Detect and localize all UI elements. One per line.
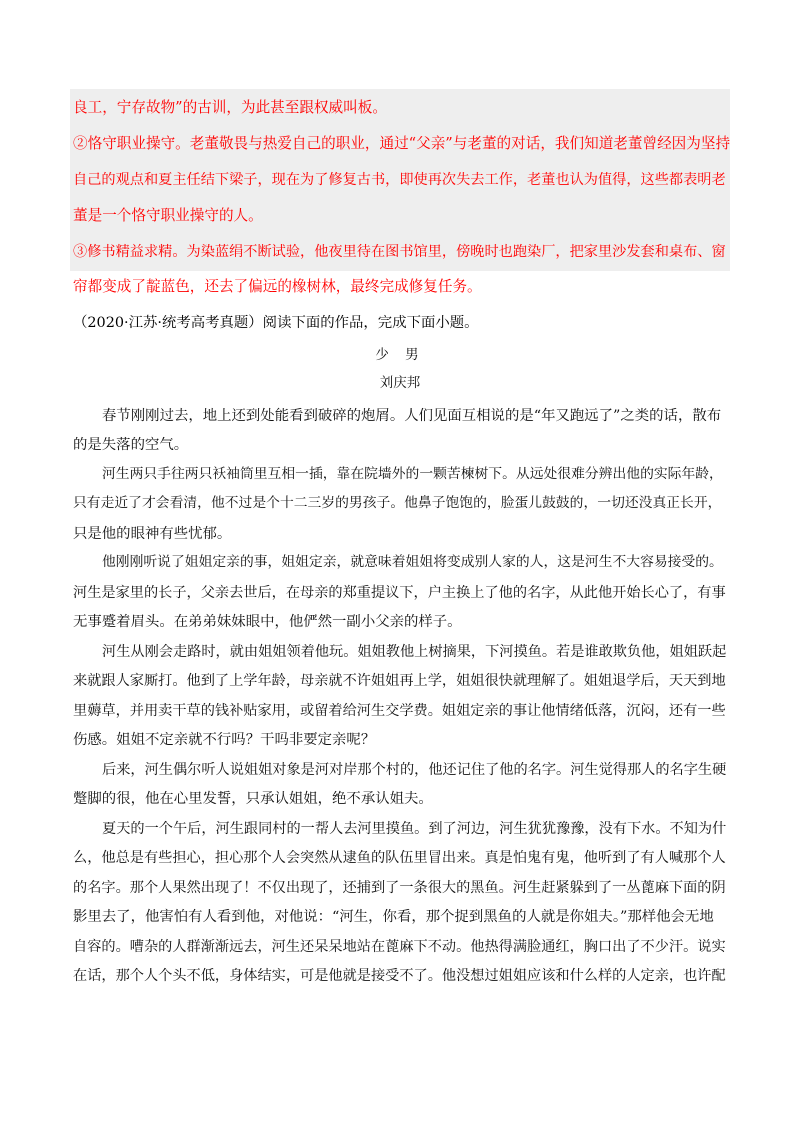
story-line: 他刚刚听说了姐姐定亲的事，姐姐定亲，就意味着姐姐将变成别人家的人，这是河生不大容易接受的。 [102,554,723,570]
story-line: 夏天的一个午后，河生跟同村的一帮人去河里摸鱼。到了河边，河生犹犹豫豫，没有下水。不知为什 [102,821,727,837]
story-author: 刘庆邦 [379,375,421,391]
story-line: 后来，河生偶尔听人说姐姐对象是河对岸那个村的，他还记住了他的名字。河生觉得那人的名字生硬 [102,762,727,778]
story-line: 的是失落的空气。 [73,437,189,453]
question-source: （2020·江苏·统考高考真题）阅读下面的作品，完成下面小题。 [73,315,479,331]
story-line: 自容的。嘈杂的人群渐渐远去，河生还呆呆地站在蓖麻下不动。他热得满脸通红，胸口出了不少汗。说实 [73,939,726,955]
story-line: 里薅草，并用卖干草的钱补贴家用，或留着给河生交学费。姐姐定亲的事让他情绪低落，沉闷，还有一些 [73,703,726,719]
story-line: 么，他总是有些担心，担心那个人会突然从逮鱼的队伍里冒出来。真是怕鬼有鬼，他听到了有人喊那个人 [73,850,726,866]
answer-line: 良工，宁存故物”的古训，为此甚至跟权威叫板。 [73,99,387,116]
story-line: 影里去了，他害怕有人看到他，对他说：“河生，你看，那个捉到黑鱼的人就是你姐夫。”那样他会无地 [73,909,714,925]
answer-line: 董是一个恪守职业操守的人。 [73,207,263,224]
story-line: 伤感。姐姐不定亲就不行吗？干吗非要定亲呢？ [73,732,376,748]
story-line: 河生两只手往两只袄袖筒里互相一插，靠在院墙外的一颗苦楝树下。从远处很难分辨出他的实际年龄， [102,466,723,482]
story-line: 蹩脚的很，他在心里发誓，只承认姐姐，绝不承认姐夫。 [73,791,433,807]
story-line: 河生是家里的长子，父亲去世后，在母亲的郑重提议下，户主换上了他的名字，从此他开始长心了，有事 [73,585,726,601]
story-line: 来就跟人家厮打。他到了上学年龄，母亲就不许姐姐再上学，姐姐很快就理解了。姐姐退学后，天天到地 [73,673,726,689]
story-line: 在话，那个人个头不低，身体结实，可是他就是接受不了。他没想过姐姐应该和什么样的人定亲，也许配 [73,968,726,984]
story-line: 只是他的眼神有些忧郁。 [73,526,232,542]
story-line: 河生从刚会走路时，就由姐姐领着他玩。姐姐教他上树摘果，下河摸鱼。若是谁敢欺负他，姐姐跃起 [102,644,727,660]
story-title: 少 男 [375,347,425,363]
answer-line: ③修书精益求精。为染蓝绢不断试验，他夜里待在图书馆里，傍晚时也跑染厂，把家里沙发套和桌布、窗 [73,244,726,260]
story-line: 春节刚刚过去，地上还到处能看到破碎的炮屑。人们见面互相说的是“年又跑远了”之类的话，散布 [102,408,722,424]
story-line: 无事蹙着眉头。在弟弟妹妹眼中，他俨然一副小父亲的样子。 [73,614,462,630]
story-line: 的名字。那个人果然出现了！不仅出现了，还捕到了一条很大的黑鱼。河生赶紧躲到了一丛蓖麻下面的阴 [73,880,726,896]
answer-line: 帘都变成了靛蓝色，还去了偏远的橡树林，最终完成修复任务。 [73,278,482,295]
answer-line: ②恪守职业操守。老董敬畏与热爱自己的职业，通过“父亲”与老董的对话，我们知道老董曾经因为坚持 [73,135,731,152]
story-line: 只有走近了才会看清，他不过是个十二三岁的男孩子。他鼻子饱饱的，脸蛋儿鼓鼓的，一切还没真正长开， [73,495,722,511]
answer-line: 自己的观点和夏主任结下梁子，现在为了修复古书，即使再次失去工作，老董也认为值得，这些都表明老 [73,172,726,188]
